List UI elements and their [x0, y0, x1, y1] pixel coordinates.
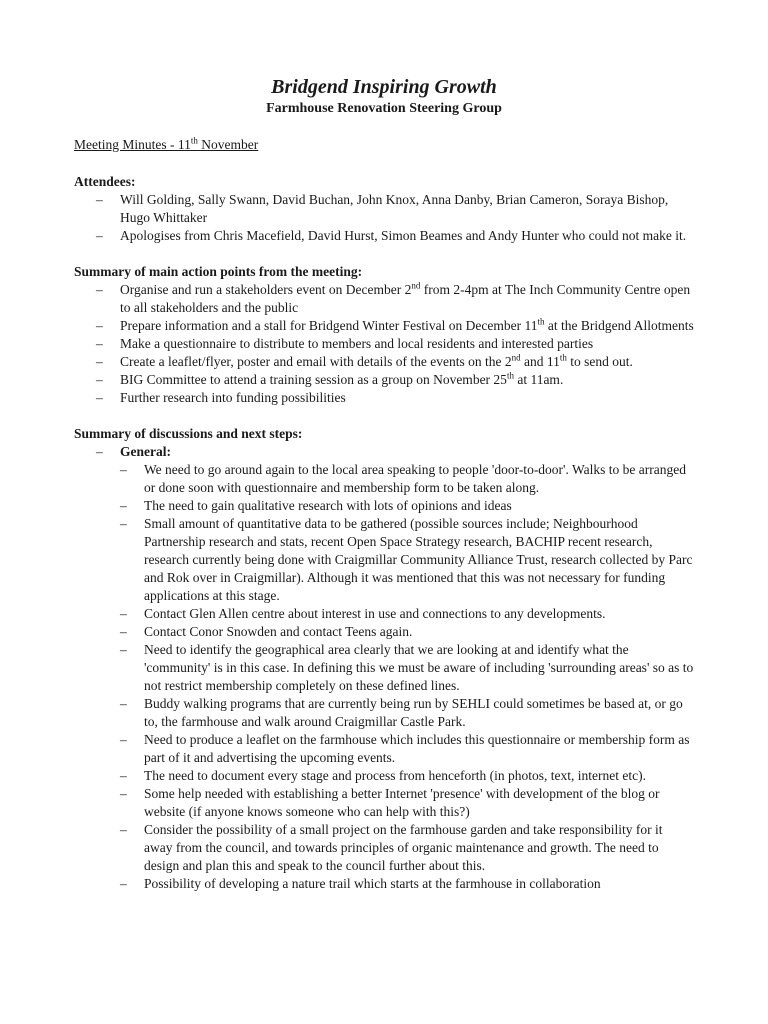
list-item: – Contact Conor Snowden and contact Teens again.	[120, 624, 413, 639]
list-item: – We need to go around again to the local area speaking to people 'door-to-door'. Walks to be arranged or done soon with questionnaire and membership form to be taken along.	[120, 462, 686, 495]
discussions-heading: Summary of discussions and next steps:	[74, 426, 303, 441]
list-item: – Create a leaflet/flyer, poster and email with details of the events on the 2nd and 11th to send out.	[96, 352, 633, 369]
list-item: – Apologises from Chris Macefield, David Hurst, Simon Beames and Andy Hunter who could not make it.	[96, 228, 687, 243]
list-item: – Need to identify the geographical area clearly that we are looking at and identify what the 'community' is in this case. In defining this we must be aware of including 'surrounding areas' so as to not restrict membership completely on these defined lines.	[120, 642, 694, 693]
list-item: – Consider the possibility of a small project on the farmhouse garden and take responsibility for it away from the council, and towards principles of organic maintenance and growth. The need to design and plan this and speak to the council further about this.	[120, 822, 663, 873]
list-item: – Small amount of quantitative data to be gathered (possible sources include; Neighbourhood Partnership research and stats, recent Open Space Strategy research, BACHIP recent research, research currently being done with Craigmillar Community Alliance Trust, research collected by Parc and Rok over in Craigmillar). Although it was mentioned that this was not necessary for funding applications at this stage.	[120, 516, 693, 603]
list-item: – Contact Glen Allen centre about interest in use and connections to any developments.	[120, 606, 606, 621]
document-title: Bridgend Inspiring Growth	[271, 76, 497, 98]
action-points-heading: Summary of main action points from the meeting:	[74, 264, 363, 279]
list-item: – Prepare information and a stall for Bridgend Winter Festival on December 11th at the Bridgend Allotments	[96, 316, 694, 333]
list-item: – Make a questionnaire to distribute to members and local residents and interested parties	[96, 336, 594, 351]
list-item: – Will Golding, Sally Swann, David Buchan, John Knox, Anna Danby, Brian Cameron, Soraya Bishop, Hugo Whittaker	[96, 192, 669, 225]
document-body	[74, 136, 694, 911]
attendees-section	[74, 173, 694, 245]
discussions-section	[74, 425, 694, 893]
list-item: – The need to gain qualitative research with lots of opinions and ideas	[120, 498, 512, 513]
general-subheading: – General:	[96, 444, 171, 459]
list-item: – BIG Committee to attend a training session as a group on November 25th at 11am.	[96, 370, 564, 387]
action-points-section	[74, 263, 694, 407]
meeting-minutes-date: Meeting Minutes - 11th November	[74, 135, 259, 152]
list-item: – The need to document every stage and process from henceforth (in photos, text, internet etc).	[120, 768, 646, 783]
list-item: – Further research into funding possibilities	[96, 390, 346, 405]
document-subtitle: Farmhouse Renovation Steering Group	[266, 101, 502, 116]
list-item: – Possibility of developing a nature trail which starts at the farmhouse in collaboration	[120, 876, 601, 891]
attendees-heading: Attendees:	[74, 174, 136, 189]
list-item: – Some help needed with establishing a better Internet 'presence' with development of the blog or website (if anyone knows someone who can help with this?)	[120, 786, 660, 819]
list-item: – Organise and run a stakeholders event on December 2nd from 2-4pm at The Inch Community Centre open to all stakeholders and the public	[96, 280, 691, 315]
list-item: – Buddy walking programs that are currently being run by SEHLI could sometimes be based at, or go to, the farmhouse and walk around Craigmillar Castle Park.	[120, 696, 683, 729]
list-item: – Need to produce a leaflet on the farmhouse which includes this questionnaire or membership form as part of it and advertising the upcoming events.	[120, 732, 690, 765]
